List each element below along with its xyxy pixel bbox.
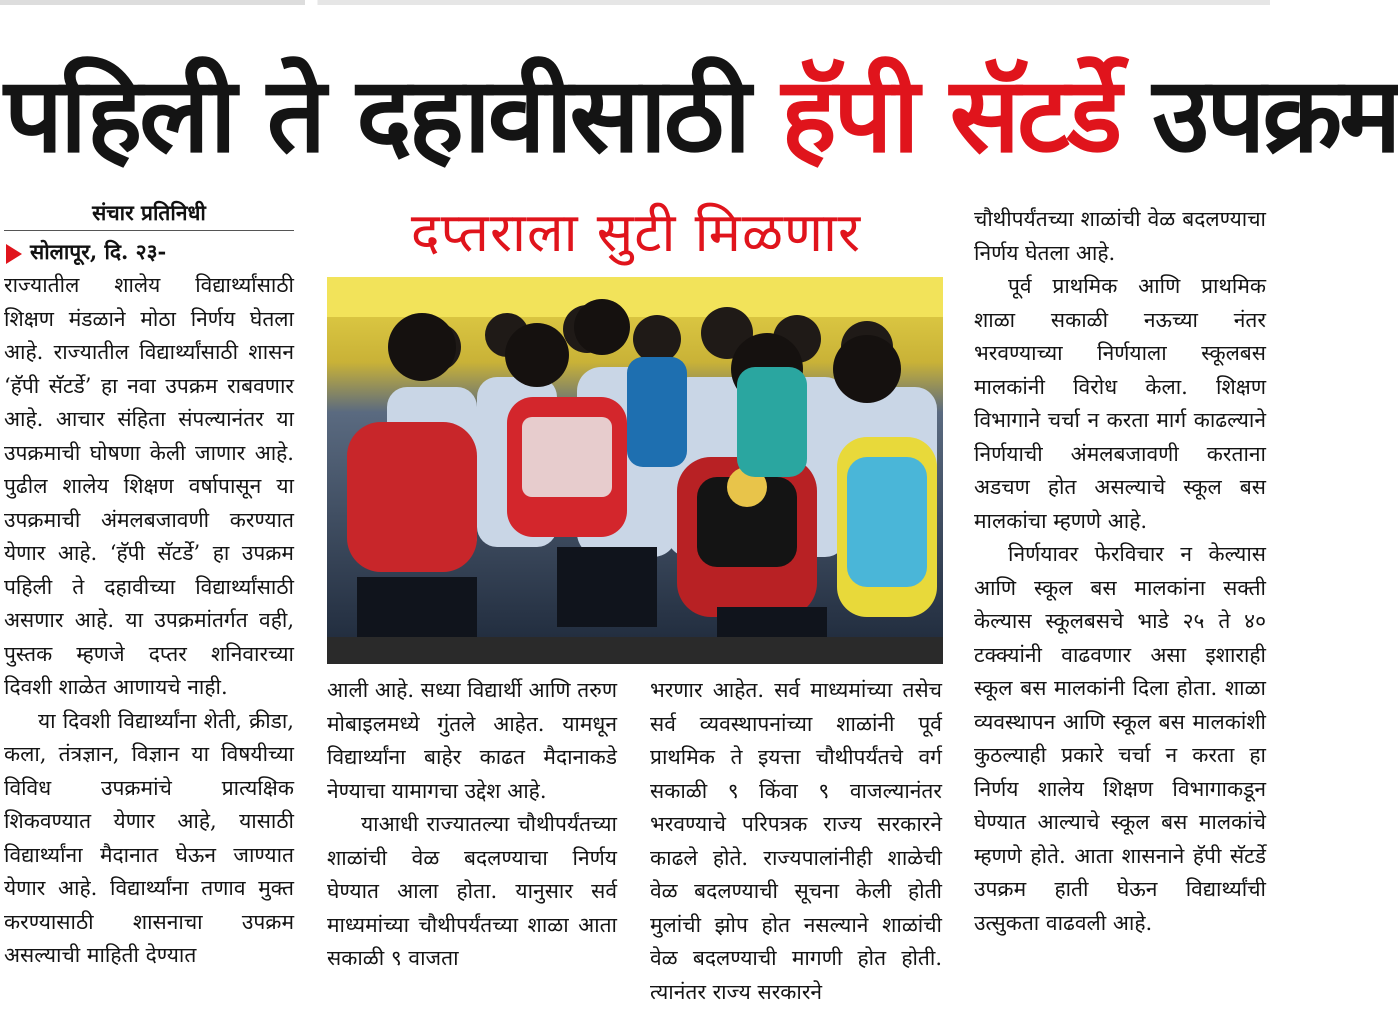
byline: संचार प्रतिनिधी (4, 196, 294, 231)
col4-paragraph-1: चौथीपर्यंतच्या शाळांची वेळ बदलण्याचा निर्णय घेतला आहे. (974, 207, 1266, 265)
dateline-text: सोलापूर, दि. २३- (30, 239, 167, 264)
article-column-1 (4, 269, 294, 1033)
col2-paragraph-2: याआधी राज्यातल्या चौथीपर्यंतच्या शाळांची वेळ बदलण्याचा निर्णय घेण्यात आला होता. यानुसार सर्व माध्यमांच्या चौथीपर्यंतच्या शाळा आता सकाळी ९ वाजता (327, 812, 617, 970)
col1-paragraph-1: राज्यातील शालेय विद्यार्थ्यांसाठी शिक्षण मंडळाने मोठा निर्णय घेतला आहे. राज्यातील विद्यार्थ्यांसाठी शासन ‘हॅपी सॅटर्डे’ हा नवा उपक्रम राबवणार आहे. आचार संहिता संपल्यानंतर या उपक्रमाची घोषणा केली जाणार आहे. पुढील शालेय शिक्षण वर्षापासून या उपक्रमाची अंमलबजावणी करण्यात येणार आहे. ‘हॅपी सॅटर्डे’ हा उपक्रम पहिली ते दहावीच्या विद्यार्थ्यांसाठी असणार आहे. या उपक्रमांतर्गत वही, पुस्तक म्हणजे दप्तर शनिवारच्या दिवशी शाळेत आणायचे नाही. (4, 273, 294, 699)
col3-paragraph-1: भरणार आहेत. सर्व माध्यमांच्या तसेच सर्व व्यवस्थापनांच्या शाळांनी पूर्व प्राथमिक ते इयत्ता चौथीपर्यंतचे वर्ग सकाळी ९ किंवा ९ वाजल्यानंतर भरवण्याचे परिपत्रक राज्य सरकारने काढले होते. राज्यपालांनीही शाळेची वेळ बदलण्याची सूचना केली होती मुलांची झोप होत नसल्याने शाळांची वेळ बदलण्याची मागणी होत होती. त्यानंतर राज्य सरकारने (650, 678, 942, 1004)
col4-paragraph-2: पूर्व प्राथमिक आणि प्राथमिक शाळा सकाळी नऊच्या नंतर भरवण्याच्या निर्णयाला स्कूलबस मालकांनी विरोध केला. शिक्षण विभागाने चर्चा न करता मार्ग काढल्याने निर्णयाची अंमलबजावणी करताना अडचण होत असल्याचे स्कूल बस मालकांचा म्हणणे आहे. (974, 274, 1266, 533)
article-column-3 (650, 674, 942, 1033)
triangle-arrow-icon (6, 244, 22, 264)
headline-highlight: हॅपी सॅटर्डे (781, 54, 1120, 176)
headline (4, 50, 1398, 180)
news-photo (327, 277, 943, 664)
headline-part2: उपक्रम (1119, 54, 1398, 176)
top-strip (0, 0, 1270, 5)
students-with-backpacks-photo (327, 277, 943, 664)
subheadline: दप्तराला सुटी मिळणार (410, 201, 862, 264)
col1-paragraph-2: या दिवशी विद्यार्थ्यांना शेती, क्रीडा, कला, तंत्रज्ञान, विज्ञान या विषयीच्या विविध उपक्रमांचे प्रात्यक्षिक शिकवण्यात येणार आहे, यासाठी विद्यार्थ्यांना मैदानात घेऊन जाण्यात येणार आहे. विद्यार्थ्यांना तणाव मुक्त करण्यासाठी शासनाचा उपक्रम असल्याची माहिती देण्यात (4, 708, 294, 967)
col4-paragraph-3: निर्णयावर फेरविचार न केल्यास आणि स्कूल बस मालकांना सक्ती केल्यास स्कूलबसचे भाडे २५ ते ४० टक्क्यांनी वाढवणार असा इशाराही स्कूल बस मालकांनी दिला होता. शाळा व्यवस्थापन आणि स्कूल बस मालकांशी कुठल्याही प्रकारे चर्चा न करता हा निर्णय शालेय शिक्षण विभागाकडून घेण्यात आल्याचे स्कूल बस मालकांचे म्हणणे होते. आता शासनाने हॅपी सॅटर्डे उपक्रम हाती घेऊन विद्यार्थ्यांची उत्सुकता वाढवली आहे. (974, 542, 1266, 935)
article-column-4 (974, 203, 1266, 1033)
col2-paragraph-1: आली आहे. सध्या विद्यार्थी आणि तरुण मोबाइलमध्ये गुंतले आहेत. यामधून विद्यार्थ्यांना बाहेर काढत मैदानाकडे नेण्याचा यामागचा उद्देश आहे. (327, 678, 617, 803)
article-column-2 (327, 674, 617, 1033)
dateline (4, 235, 294, 269)
headline-part1: पहिली ते दहावीसाठी (4, 54, 782, 176)
